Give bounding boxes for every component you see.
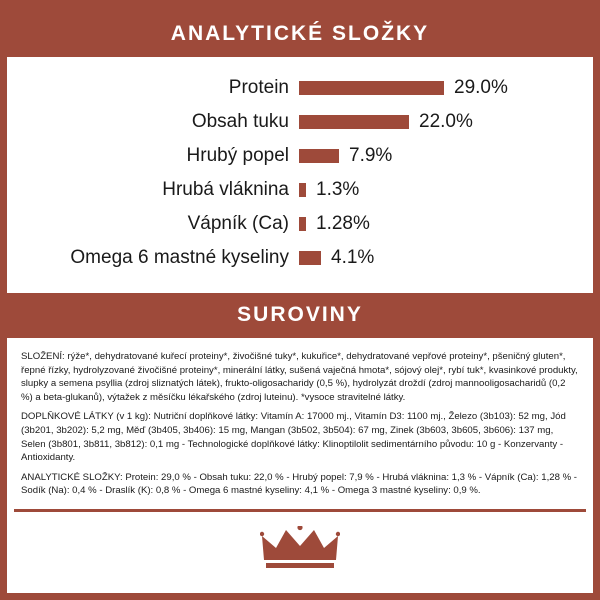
chart-row-label: Hrubý popel bbox=[186, 145, 289, 166]
analytics-section-title: ANALYTICKÉ SLOŽKY bbox=[7, 12, 593, 57]
chart-row bbox=[7, 105, 593, 139]
chart-bar bbox=[299, 251, 321, 265]
chart-bar bbox=[299, 183, 306, 197]
chart-bar bbox=[299, 81, 444, 95]
chart-row-label: Protein bbox=[228, 77, 289, 98]
chart-row-label: Hrubá vláknina bbox=[162, 179, 289, 200]
chart-row-label: Vápník (Ca) bbox=[187, 213, 289, 234]
chart-row bbox=[7, 71, 593, 105]
chart-row-value: 7.9% bbox=[349, 145, 393, 166]
chart-row-bar-wrap bbox=[299, 77, 508, 99]
chart-row-value: 22.0% bbox=[419, 111, 473, 132]
royal-crown-logo-icon bbox=[260, 526, 340, 572]
analytics-bar-chart bbox=[7, 57, 593, 285]
chart-row-value: 29.0% bbox=[454, 77, 508, 98]
chart-row-bar-wrap bbox=[299, 213, 370, 235]
chart-row bbox=[7, 241, 593, 275]
chart-row-value: 1.3% bbox=[316, 179, 360, 200]
top-accent-bar bbox=[7, 0, 593, 12]
chart-bar bbox=[299, 149, 339, 163]
chart-row-value: 1.28% bbox=[316, 213, 370, 234]
chart-bar bbox=[299, 115, 409, 129]
chart-row-bar-wrap bbox=[299, 247, 374, 269]
chart-row bbox=[7, 207, 593, 241]
ingredients-text-block bbox=[7, 338, 593, 508]
footer-logo-area bbox=[14, 509, 586, 586]
ingredients-paragraph-additives: DOPLŇKOVÉ LÁTKY (v 1 kg): Nutriční doplňkové látky: Vitamín A: 17000 mj., Vitamín D3: 1100 mj., Železo (3b103): 52 mg, Jód (3b201, 3b202): 5,2 mg, Měď (3b405, 3b406): 15 mg, Mangan (3b502, 3b504): 67 mg, Zinek (3b603, 3b605, 3b606): 137 mg, Selen (3b801, 3b811, 3b812): 0,1 mg - Technologické doplňkové látky: Klinoptilolit sedimentárního původu: 10 g - Konzervanty - Antioxidanty. bbox=[21, 411, 566, 464]
chart-row-bar-wrap bbox=[299, 179, 359, 201]
ingredients-section-title: SUROVINY bbox=[7, 293, 593, 338]
chart-bar bbox=[299, 217, 306, 231]
chart-row-bar-wrap bbox=[299, 111, 473, 133]
chart-row bbox=[7, 173, 593, 207]
chart-row bbox=[7, 139, 593, 173]
ingredients-paragraph-composition: SLOŽENÍ: rýže*, dehydratované kuřecí proteiny*, živočišné tuky*, kukuřice*, dehydratované vepřové proteiny*, pšeničný gluten*, řepné řízky, hydrolyzované živočišné proteiny*, minerální látky, sušená vaječná hmota*, sójový olej*, rybí tuk*, kvasinkové produkty, slupky a semena psyllia (zdroj sliznatých látek), frukto-oligosacharidy (0,5 %), hydrolyzát droždí (zdroj mannooligosacharidů (0,2 %) a beta-glukanů), výtažek z měsíčku lékařského (zdroj luteinu). *vysoce stravitelné látky. bbox=[21, 351, 578, 403]
chart-row-bar-wrap bbox=[299, 145, 392, 167]
ingredients-paragraph-analytics: ANALYTICKÉ SLOŽKY: Protein: 29,0 % - Obsah tuku: 22,0 % - Hrubý popel: 7,9 % - Hrubá vláknina: 1,3 % - Vápník (Ca): 1,28 % - Sodík (Na): 0,4 % - Draslík (K): 0,8 % - Omega 6 mastné kyseliny: 4,1 % - Omega 3 mastné kyseliny: 0,9 %. bbox=[21, 471, 577, 497]
chart-row-label: Omega 6 mastné kyseliny bbox=[70, 247, 289, 268]
chart-row-value: 4.1% bbox=[331, 247, 375, 268]
chart-row-label: Obsah tuku bbox=[191, 111, 289, 132]
